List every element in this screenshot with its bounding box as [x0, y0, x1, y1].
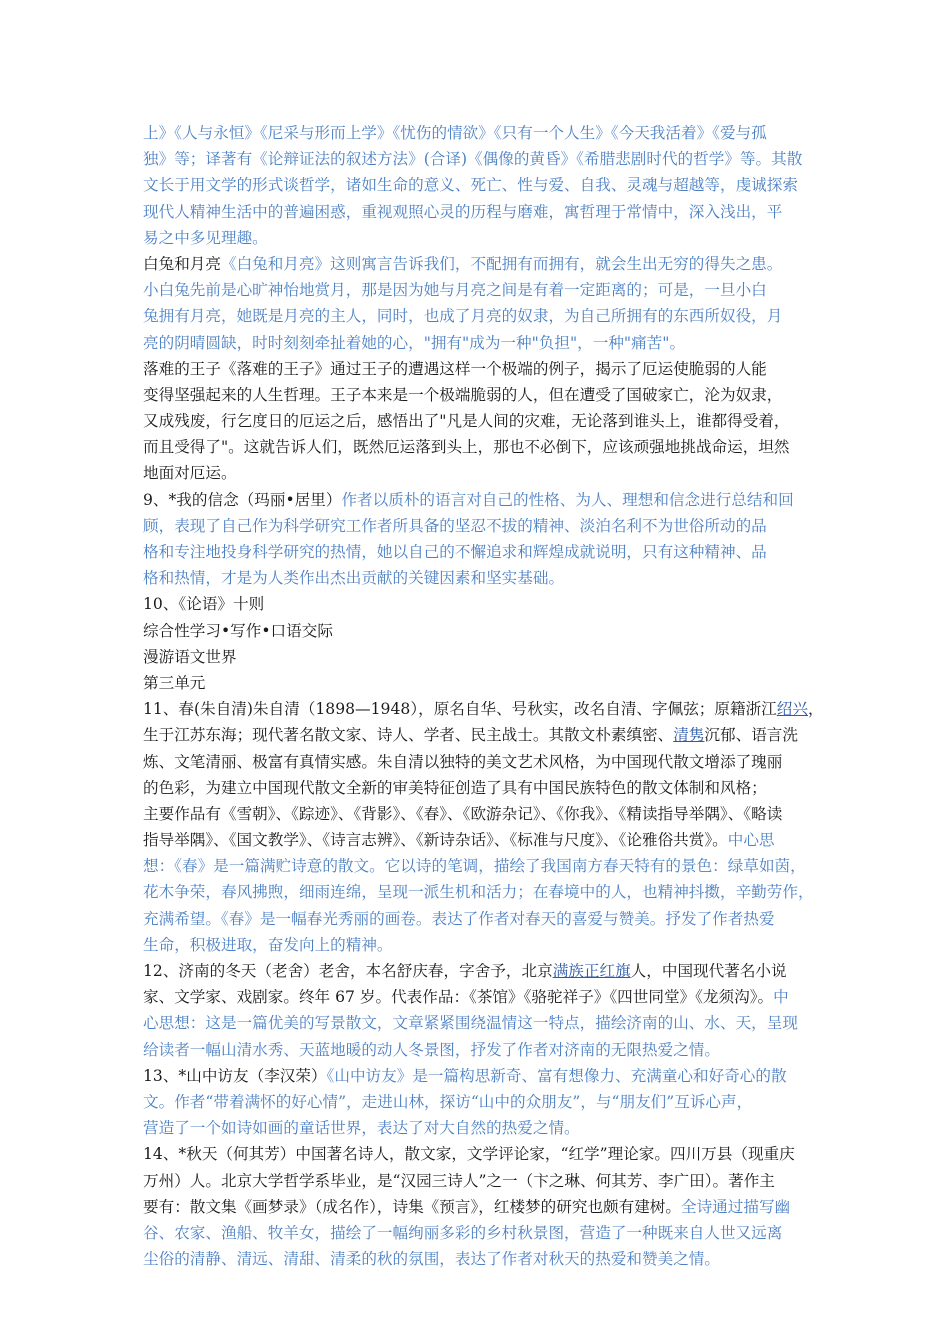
- text-segment: 独》等；译著有《论辩证法的叙述方法》(合译)《偶像的黄昏》《希腊悲剧时代的哲学》等。其散: [143, 150, 803, 169]
- text-line: [143, 827, 813, 853]
- hyperlink[interactable]: 绍兴: [776, 700, 808, 719]
- text-segment: 全诗通过描写幽: [680, 1197, 791, 1216]
- text-line: [143, 487, 813, 513]
- text-line: [143, 172, 813, 198]
- text-line: [143, 356, 813, 382]
- text-line: [143, 382, 813, 408]
- text-line: [143, 408, 813, 434]
- text-line: [143, 722, 813, 748]
- text-segment: 心思想：这是一篇优美的写景散文，文章紧紧围绕温情这一特点，描绘济南的山、水、天，呈现: [143, 1014, 798, 1033]
- text-line: [143, 277, 813, 303]
- text-segment: 综合性学习•写作•口语交际: [143, 621, 333, 640]
- text-line: [143, 644, 813, 670]
- text-segment: 指导举隅》、《国文教学》、《诗言志辨》、《新诗杂话》、《标准与尺度》、《论雅俗共赏》。: [143, 831, 728, 850]
- text-segment: 主要作品有《雪朝》、《踪迹》、《背影》、《春》、《欧游杂记》、《你我》、《精读指导举隅》、《略读: [143, 804, 783, 823]
- text-segment: 中: [773, 988, 789, 1007]
- text-segment: 格和专注地投身科学研究的热情，她以自己的不懈追求和辉煌成就说明，只有这种精神、品: [143, 543, 767, 561]
- text-segment: 炼、文笔清丽、极富有真情实感。朱自清以独特的美文艺术风格，为中国现代散文增添了瑰丽: [143, 752, 783, 771]
- text-segment: 14、*秋天（何其芳）中国著名诗人，散文家，文学评论家，“红学”理论家。四川万县（现重庆: [143, 1145, 795, 1164]
- text-segment: 《山中访友》是一篇构思新奇、富有想像力、充满童心和好奇心的散: [326, 1066, 787, 1085]
- text-line: [143, 1194, 813, 1220]
- text-segment: 营造了一个如诗如画的童话世界，表达了对大自然的热爱之情。: [143, 1119, 580, 1138]
- text-line: [143, 1141, 813, 1167]
- text-segment: 12、济南的冬天（老舍）老舍，本名舒庆春，字舍予，北京: [143, 962, 553, 980]
- text-segment: 落难的王子《落难的王子》通过王子的遭遇这样一个极端的例子，揭示了厄运使脆弱的人能: [143, 359, 767, 378]
- text-segment: 生命，积极进取，奋发向上的精神。: [143, 935, 393, 954]
- text-segment: 9、*我的信念（玛丽•居里）: [143, 490, 342, 509]
- text-line: [143, 146, 813, 172]
- text-segment: 变得坚强起来的人生哲理。王子本来是一个极端脆弱的人，但在遭受了国破家亡，沦为奴隶，: [143, 385, 783, 404]
- text-segment: 小白兔先前是心旷神怡地赏月，那是因为她与月亮之间是有着一定距离的；可是，一旦小白: [143, 281, 767, 300]
- text-segment: 生于江苏东海；现代著名散文家、诗人、学者、民主战士。其散文朴素缜密、: [143, 726, 674, 745]
- text-line: [143, 330, 813, 356]
- text-line: [143, 618, 813, 644]
- text-line: [143, 984, 813, 1010]
- hyperlink[interactable]: 清隽: [673, 726, 705, 745]
- text-line: [143, 1168, 813, 1194]
- text-segment: ，: [807, 700, 824, 719]
- text-segment: 花木争荣，春风拂煦，细雨连绵，呈现一派生机和活力；在春境中的人，也精神抖擞，辛勤劳作，: [143, 883, 814, 902]
- text-segment: 给读者一幅山清水秀、天蓝地暖的动人冬景图，抒发了作者对济南的无限热爱之情。: [143, 1040, 720, 1059]
- text-segment: 顾，表现了自己作为科学研究工作者所具备的坚忍不拔的精神、淡泊名利不为世俗所动的品: [143, 516, 767, 535]
- text-segment: 尘俗的清静、清远、清甜、清柔的秋的氛围，表达了作者对秋天的热爱和赞美之情。: [143, 1250, 720, 1269]
- text-line: [143, 565, 813, 591]
- text-segment: 上》《人与永恒》《尼采与形而上学》《忧伤的情欲》《只有一个人生》《今天我活着》《爱与孤: [143, 124, 767, 142]
- text-line: [143, 1037, 813, 1063]
- text-segment: 地面对厄运。: [143, 464, 237, 483]
- document-body: [143, 120, 824, 1272]
- text-segment: 家、文学家、戏剧家。终年 67 岁。代表作品：《茶馆》《骆驼祥子》《四世同堂》《龙须沟》。: [143, 988, 774, 1007]
- text-line: [143, 1089, 813, 1115]
- text-line: [143, 775, 813, 801]
- text-line: [143, 513, 813, 539]
- text-segment: 第三单元: [143, 673, 206, 692]
- text-line: [143, 460, 813, 486]
- text-line: [143, 879, 813, 905]
- text-line: [143, 801, 813, 827]
- text-segment: 兔拥有月亮，她既是月亮的主人，同时，也成了月亮的奴隶，为自己所拥有的东西所奴役，月: [143, 307, 783, 326]
- text-segment: 现代人精神生活中的普遍困惑，重视观照心灵的历程与磨难，寓哲理于常情中，深入浅出，平: [143, 202, 783, 221]
- text-line: [143, 853, 813, 879]
- text-segment: 谷、农家、渔船、牧羊女，描绘了一幅绚丽多彩的乡村秋景图，营造了一种既来自人世又远离: [143, 1223, 783, 1242]
- text-segment: 想：《春》是一篇满贮诗意的散文。它以诗的笔调，描绘了我国南方春天特有的景色：绿草如茵，: [143, 857, 806, 876]
- text-line: [143, 696, 824, 722]
- text-segment: 文。作者“带着满怀的好心情”，走进山林，探访“山中的众朋友”，与“朋友们”互诉心声，: [143, 1092, 753, 1111]
- text-line: [143, 749, 813, 775]
- text-line: [143, 591, 813, 617]
- text-segment: 10、《论语》十则: [143, 595, 265, 614]
- text-line: [143, 1115, 813, 1141]
- text-segment: 又成残废，行乞度日的厄运之后，感悟出了"凡是人间的灾难，无论落到谁头上，谁都得受着，: [143, 412, 790, 431]
- text-line: [143, 251, 813, 277]
- text-segment: 而且受得了"。这就告诉人们，既然厄运落到头上，那也不必倒下，应该顽强地挑战命运，坦然: [143, 438, 790, 457]
- text-line: [143, 958, 813, 984]
- text-line: [143, 670, 813, 696]
- text-segment: 要有：散文集《画梦录》（成名作），诗集《预言》，红楼梦的研究也颇有建树。: [143, 1197, 681, 1216]
- text-segment: 作者以质朴的语言对自己的性格、为人、理想和信念进行总结和回: [341, 490, 794, 509]
- text-segment: 白兔和月亮: [143, 254, 221, 273]
- hyperlink[interactable]: 满族正红旗: [552, 962, 631, 980]
- text-segment: 文长于用文学的形式谈哲学，诸如生命的意义、死亡、性与爱、自我、灵魂与超越等，虔诚探索: [143, 176, 798, 195]
- text-line: [143, 1220, 813, 1246]
- text-segment: 漫游语文世界: [143, 647, 237, 666]
- text-segment: 13、*山中访友（李汉荣）: [143, 1066, 327, 1085]
- text-segment: 人，中国现代著名小说: [630, 962, 787, 980]
- text-line: [143, 120, 813, 146]
- text-segment: 11、春(朱自清)朱自清（1898—1948），原名自华、号秋实，改名自清、字佩弦；原籍浙江: [143, 700, 777, 719]
- text-line: [143, 539, 813, 565]
- text-segment: 沉郁、语言洗: [704, 726, 798, 745]
- text-line: [143, 932, 813, 958]
- text-line: [143, 906, 813, 932]
- text-segment: 中心思: [727, 831, 775, 850]
- text-line: [143, 1063, 813, 1089]
- text-line: [143, 199, 813, 225]
- text-segment: 的色彩，为建立中国现代散文全新的审美特征创造了具有中国民族特色的散文体制和风格；: [143, 778, 767, 797]
- text-segment: 格和热情，才是为人类作出杰出贡献的关键因素和坚实基础。: [143, 569, 565, 588]
- text-segment: 《白兔和月亮》这则寓言告诉我们，不配拥有而拥有，就会生出无穷的得失之患。: [220, 254, 783, 273]
- text-segment: 易之中多见理趣。: [143, 228, 268, 247]
- text-line: [143, 1010, 813, 1036]
- text-segment: 万州）人。北京大学哲学系毕业，是“汉园三诗人”之一（卞之琳、何其芳、李广田）。著作主: [143, 1171, 775, 1190]
- text-line: [143, 434, 813, 460]
- text-line: [143, 1246, 813, 1272]
- text-line: [143, 225, 813, 251]
- text-line: [143, 303, 813, 329]
- text-segment: 充满希望。《春》是一幅春光秀丽的画卷。表达了作者对春天的喜爱与赞美。抒发了作者热爱: [143, 909, 775, 928]
- text-segment: 亮的阴晴圆缺，时时刻刻牵扯着她的心，"拥有"成为一种"负担"，一种"痛苦"。: [143, 333, 686, 352]
